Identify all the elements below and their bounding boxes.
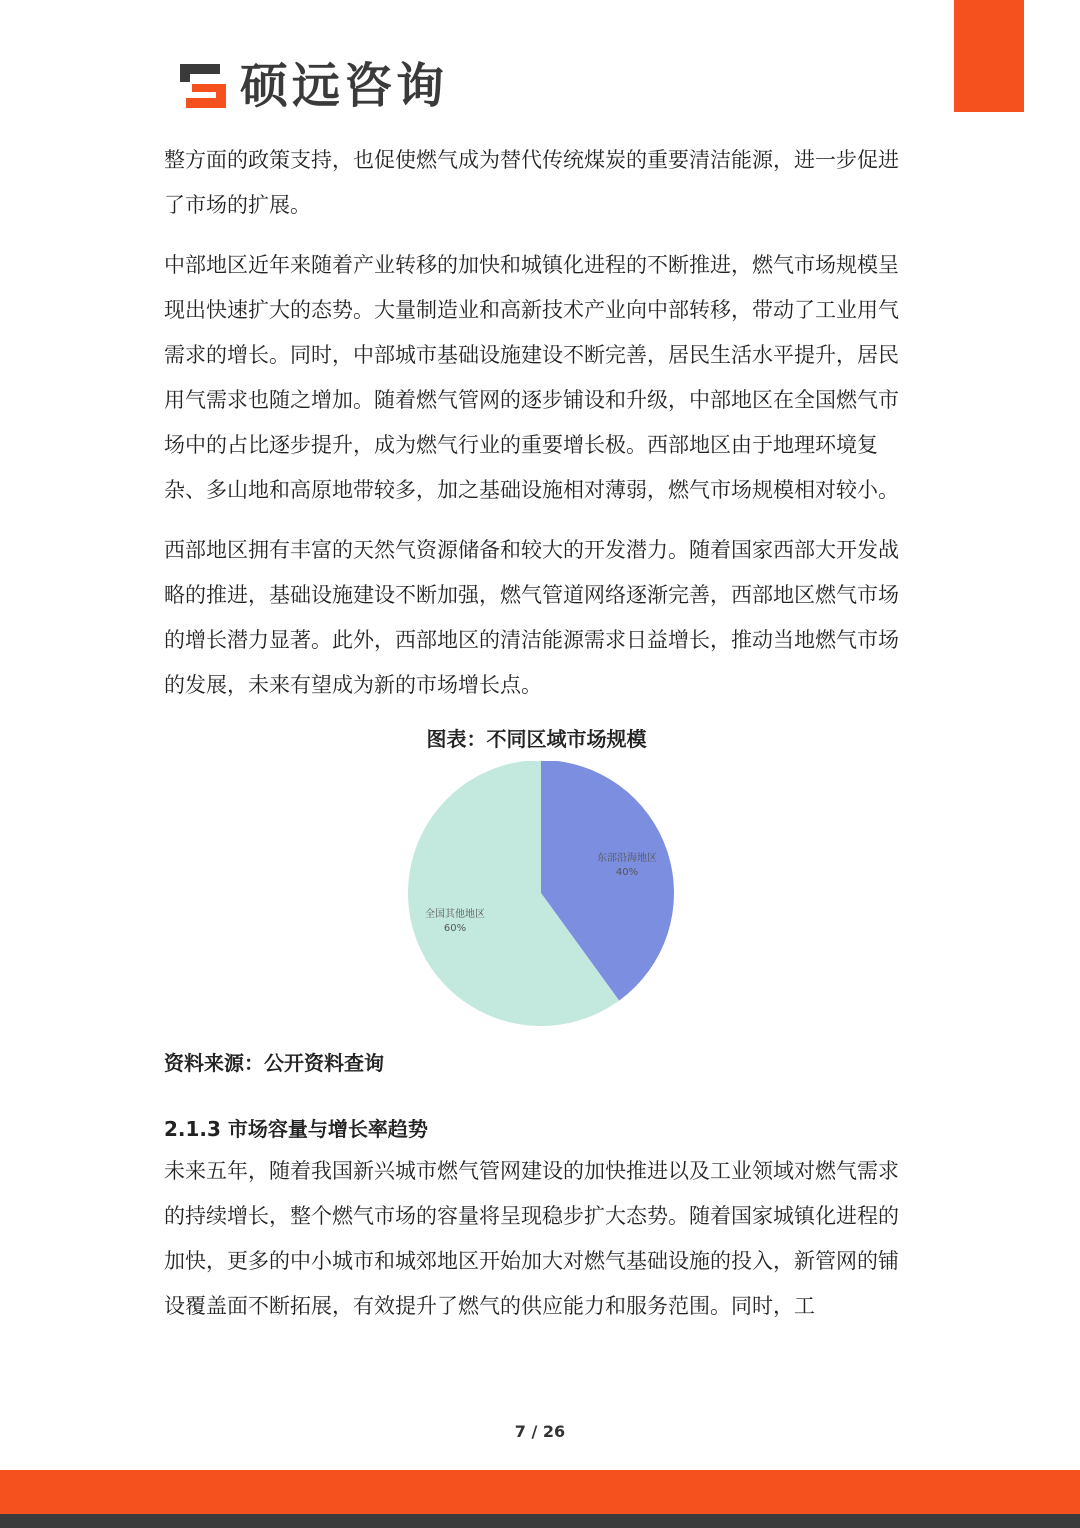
- page-number: 7 / 26: [514, 1422, 566, 1441]
- company-logo: [176, 56, 448, 116]
- pie-slice-label-0: 东部沿海地区: [597, 853, 658, 865]
- footer-dark-bar: [0, 1514, 1080, 1528]
- pie-slice-label-1: 全国其他地区: [424, 908, 485, 920]
- data-source: 资料来源：公开资料查询: [164, 1051, 384, 1075]
- footer-accent-bar: [0, 1470, 1080, 1514]
- pie-slice-value-1: 60%: [443, 922, 467, 934]
- pie-slice-value-0: 40%: [615, 867, 639, 879]
- paragraph-3: 西部地区拥有丰富的天然气资源储备和较大的开发潜力。随着国家西部大开发战略的推进，基础设施建设不断加强，燃气管道网络逐渐完善，西部地区燃气市场的增长潜力显著。此外，西部地区的清洁能源需求日益增长，推动当地燃气市场的发展，未来有望成为新的市场增长点。: [164, 538, 899, 697]
- brand-name: 硕远咨询: [240, 58, 449, 114]
- pie-chart: [164, 761, 909, 1029]
- document-body: [164, 138, 909, 1329]
- section-heading: 2.1.3 市场容量与增长率趋势: [164, 1117, 428, 1141]
- paragraph-1: 整方面的政策支持，也促使燃气成为替代传统煤炭的重要清洁能源，进一步促进了市场的扩展。: [164, 148, 899, 217]
- logo-mark-icon: [176, 60, 232, 112]
- chart-title: 图表：不同区域市场规模: [426, 727, 647, 751]
- pie-chart-svg: [164, 761, 909, 1029]
- paragraph-2: 中部地区近年来随着产业转移的加快和城镇化进程的不断推进，燃气市场规模呈现出快速扩大的态势。大量制造业和高新技术产业向中部转移，带动了工业用气需求的增长。同时，中部城市基础设施建设不断完善，居民生活水平提升，居民用气需求也随之增加。随着燃气管网的逐步铺设和升级，中部地区在全国燃气市场中的占比逐步提升，成为燃气行业的重要增长极。西部地区由于地理环境复杂、多山地和高原地带较多，加之基础设施相对薄弱，燃气市场规模相对较小。: [164, 253, 899, 502]
- section-paragraph: 未来五年，随着我国新兴城市燃气管网建设的加快推进以及工业领域对燃气需求的持续增长，整个燃气市场的容量将呈现稳步扩大态势。随着国家城镇化进程的加快，更多的中小城市和城郊地区开始加大对燃气基础设施的投入，新管网的铺设覆盖面不断拓展，有效提升了燃气的供应能力和服务范围。同时，工: [164, 1159, 899, 1318]
- corner-accent-tab: [954, 0, 1024, 112]
